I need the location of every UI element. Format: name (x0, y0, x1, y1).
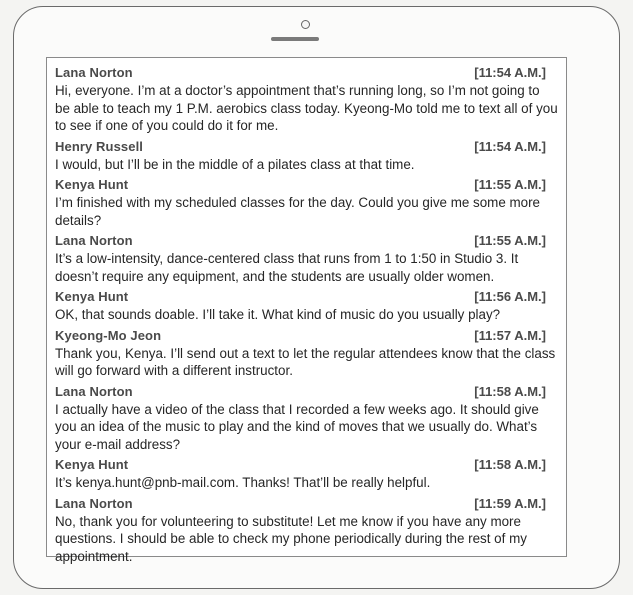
timestamp: [11:56 A.M.] (474, 289, 546, 304)
timestamp: [11:54 A.M.] (474, 138, 546, 154)
sender-name: Lana Norton (55, 495, 133, 511)
message-text: It’s kenya.hunt@pnb-mail.com. Thanks! That’ll be really helpful. (55, 475, 431, 490)
chat-screen (46, 57, 567, 564)
sender-name: Kenya Hunt (55, 457, 129, 472)
timestamp: [11:59 A.M.] (474, 495, 546, 511)
sender-name: Lana Norton (55, 233, 133, 248)
timestamp: [11:55 A.M.] (474, 233, 546, 248)
message (55, 494, 558, 566)
message-text: OK, that sounds doable. I’ll take it. What kind of music do you usually play? (55, 307, 501, 322)
message-text: It’s a low-intensity, dance-centered class that runs from 1 to 1:50 in Studio 3. It doesn’t require any equipment, and the students are usually older women. (55, 251, 519, 284)
message (55, 382, 558, 454)
message (55, 231, 558, 285)
sender-name: Kenya Hunt (55, 177, 129, 192)
timestamp: [11:57 A.M.] (474, 327, 546, 343)
sender-name: Kenya Hunt (55, 289, 129, 304)
sender-name: Lana Norton (55, 383, 133, 399)
message-text: I’m finished with my scheduled classes for the day. Could you give me some more details? (55, 195, 541, 228)
message-header (55, 231, 558, 250)
message-text: Hi, everyone. I’m at a doctor’s appointment that’s running long, so I’m not going to be able to teach my 1 P.M. aerobics class today. Kyeong-Mo told me to text all of you to see if one of you could do it for me. (55, 83, 558, 133)
message-header (55, 494, 558, 513)
message (55, 63, 558, 135)
message (55, 287, 558, 324)
message-header (55, 287, 558, 306)
message (55, 137, 558, 174)
message-header (55, 455, 558, 474)
timestamp: [11:58 A.M.] (474, 383, 546, 399)
message-header (55, 63, 558, 82)
message-text: Thank you, Kenya. I’ll send out a text to let the regular attendees know that the class will go forward with a different instructor. (55, 345, 556, 378)
timestamp: [11:54 A.M.] (474, 65, 546, 80)
message-text: I would, but I’ll be in the middle of a pilates class at that time. (55, 156, 415, 172)
message-header (55, 326, 558, 345)
speaker-icon (271, 37, 319, 41)
message (55, 455, 558, 492)
tablet-frame (13, 6, 620, 589)
sender-name: Henry Russell (55, 138, 144, 154)
message (55, 326, 558, 380)
message-text: No, thank you for volunteering to substitute! Let me know if you have any more questions. I should be able to check my phone periodically during the rest of my appointment. (55, 513, 527, 564)
timestamp: [11:58 A.M.] (474, 457, 546, 472)
camera-icon (301, 20, 310, 29)
message-header (55, 175, 558, 194)
message-header (55, 382, 558, 401)
message-text: I actually have a video of the class that I recorded a few weeks ago. It should give you an idea of the music to play and the kind of moves that we usually do. What’s your e-mail address? (55, 401, 539, 452)
message (55, 175, 558, 229)
sender-name: Lana Norton (55, 65, 133, 80)
sender-name: Kyeong-Mo Jeon (55, 327, 162, 343)
timestamp: [11:55 A.M.] (474, 177, 546, 192)
message-header (55, 137, 558, 156)
